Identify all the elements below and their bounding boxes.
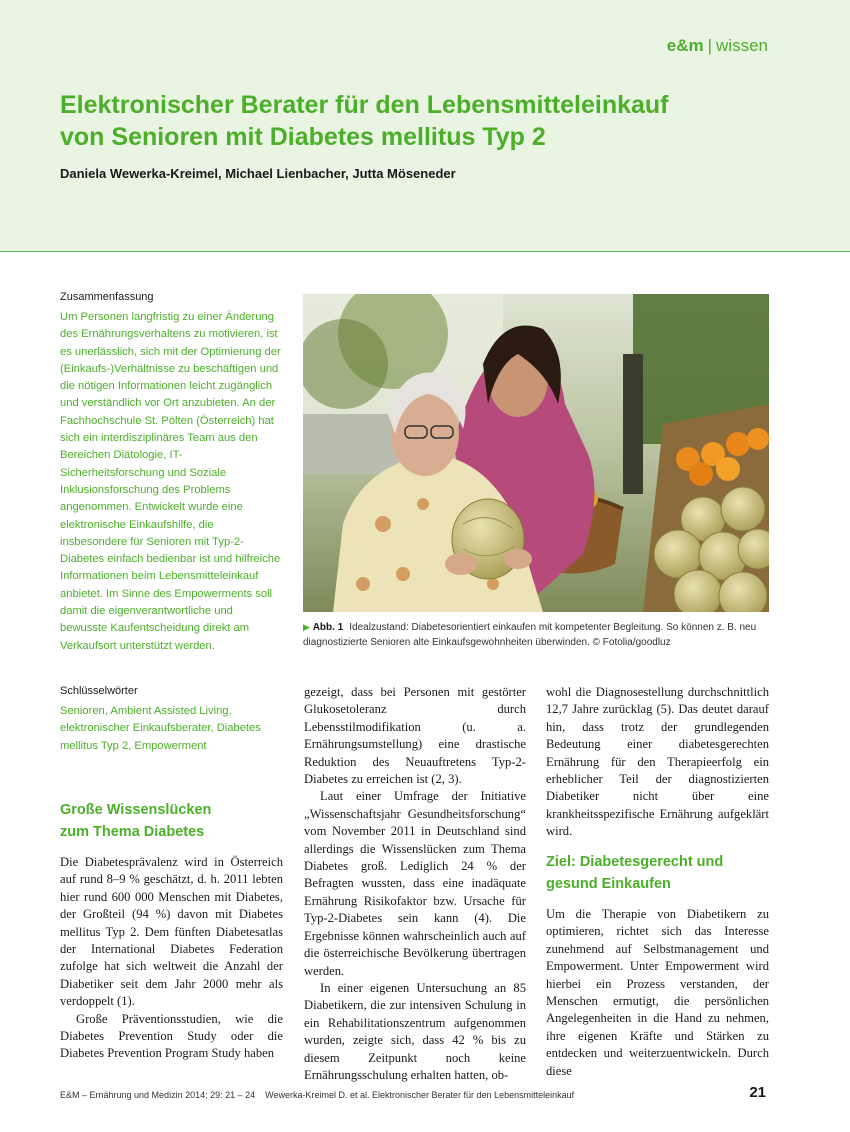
caption-arrow-icon: ▶ — [303, 622, 310, 632]
paragraph: Die Diabetesprävalenz wird in Österreich auf rund 8–9 % geschätzt, d. h. 2011 lebten hier rund 600 000 Menschen mit Diabetes, der Großteil (94 %) davon mit Diabetes mellitus Typ 2. Dem fünften Diabetesatlas der International Diabetes Federation zufolge hat sich weltweit die Anzahl der Diabetiker seit dem Jahr 2000 mehr als verdoppelt (1). — [60, 855, 283, 1009]
journal-reference: E&M – Ernährung und Medizin 2014; 29: 21 – 24 — [60, 1090, 256, 1100]
abstract-heading: Zusammenfassung — [60, 291, 154, 303]
section-heading-line-2: zum Thema Diabetes — [60, 824, 205, 840]
section-heading-line-1: Ziel: Diabetesgerecht und — [546, 854, 724, 870]
section-heading-line-1: Große Wissenslücken — [60, 802, 212, 818]
author-list: Daniela Wewerka-Kreimel, Michael Lienbacher, Jutta Möseneder — [60, 166, 456, 181]
paragraph: In einer eigenen Untersuchung an 85 Diabetikern, die zur intensiven Schulung in ein Rehabilitationszentrum aufgenommen wurden, zeigte sich, dass 42 % bis zu diesem Zeitpunkt noch keine Ernährungsschulung erhalten hatten, ob- — [304, 980, 526, 1082]
header-divider — [0, 251, 850, 252]
paragraph: wohl die Diagnosestellung durchschnittlich 12,7 Jahre zurücklag (5). Das deutet darauf hin, dass trotz der grundlegenden Bedeutung einer diabetesgerechten Ernährung für den Therapieerfolg ein erheblicher Teil der diagnostizierten Diabetiker nicht über eine krankheitsspezifische Ernährung aufgeklärt wird. — [546, 685, 769, 839]
abstract-block — [60, 290, 282, 655]
body-column-left — [60, 854, 283, 1063]
page-footer — [60, 1090, 580, 1100]
keywords-heading: Schlüsselwörter — [60, 685, 138, 697]
section-heading-knowledge-gaps — [60, 799, 282, 843]
body-column-right-bottom — [546, 906, 769, 1080]
body-column-middle — [304, 684, 526, 1084]
keywords-text: Senioren, Ambient Assisted Living, elektronischer Einkaufsberater, Diabetes mellitus Typ 2, Empowerment — [60, 705, 261, 752]
figure-number: Abb. 1 — [312, 622, 344, 633]
section-heading-line-2: gesund Einkaufen — [546, 876, 671, 892]
figure-caption — [303, 620, 773, 650]
paragraph: gezeigt, dass bei Personen mit gestörter Glukosetoleranz durch Lebensstilmodifikation (u. a. Ernährungsumstellung) eine drastische Reduktion des Neuauftretens Typ-2-Diabetes zu erreichen ist (2, 3). — [304, 685, 526, 787]
paragraph: Um die Therapie von Diabetikern zu optimieren, richtet sich das Interesse zunehmend auf Selbstmanagement und Empowerment. Unter Empowerment wird hierbei ein Prozess verstanden, der Menschen ermutigt, die persönlichen Angelegenheiten in die Hand zu nehmen, ihre eigenen Kräfte und Stärken zu entdecken und weiterzuentwickeln. Durch diese — [546, 907, 769, 1078]
paragraph: Laut einer Umfrage der Initiative „Wissenschaftsjahr Gesundheitsforschung“ vom November 2011 in Deutschland sind allerdings die Wissenslücken zum Thema Diabetes groß. Lediglich 24 % der Befragten wussten, dass eine inadäquate Ernährung Risikofaktor bzw. Ursache für Typ-2-Diabetes sein kann (4). Die Ergebnisse können wahrscheinlich auch auf die österreichische Bevölkerung übertragen werden. — [304, 789, 526, 978]
page-number: 21 — [749, 1084, 766, 1101]
title-line-1: Elektronischer Berater für den Lebensmitteleinkauf — [60, 91, 669, 119]
journal-brand: e&m — [666, 36, 704, 55]
caption-text: Idealzustand: Diabetesorientiert einkaufen mit kompetenter Begleitung. So können z. B. neu diagnostizierte Senioren alte Einkaufsgewohnheiten überwinden. © Fotolia/goodluz — [303, 622, 757, 648]
section-tag — [667, 36, 768, 56]
section-name: wissen — [716, 36, 768, 55]
body-column-right-top — [546, 684, 769, 841]
paragraph: Große Präventionsstudien, wie die Diabetes Prevention Study oder die Diabetes Prevention Program Study haben — [60, 1011, 283, 1061]
title-line-2: von Senioren mit Diabetes mellitus Typ 2 — [60, 123, 546, 151]
section-heading-goal — [546, 851, 768, 895]
section-separator: | — [707, 36, 713, 55]
keywords-block — [60, 684, 282, 755]
article-citation: Wewerka-Kreimel D. et al. Elektronischer Berater für den Lebensmitteleinkauf — [265, 1090, 575, 1100]
article-title — [60, 89, 800, 153]
photo-illustration — [303, 294, 769, 612]
market-photo — [303, 294, 769, 612]
abstract-text: Um Personen langfristig zu einer Änderung des Ernährungsverhaltens zu motivieren, ist es unerlässlich, sich mit der Optimierung der (Einkaufs-)Verhältnisse zu beschäftigen und die nötigen Informationen leicht zugänglich und verständlich vor Ort anzubieten. An der Fachhochschule St. Pölten (Österreich) hat sich ein interdisziplinäres Team aus den Bereichen Diätologie, IT-Sicherheitsforschung und Soziale Inklusionsforschung des Problems angenommen. Entwickelt wurde eine elektronische Einkaufshilfe, die insbesondere für Senioren mit Typ-2-Diabetes einfach bedienbar ist und hilfreiche Informationen beim Lebensmitteleinkauf anbietet. Im Sinne des Empowerments soll damit die eigenverantwortliche und bewusste Kaufentscheidung direkt am Verkaufsort unterstützt werden. — [60, 311, 281, 652]
